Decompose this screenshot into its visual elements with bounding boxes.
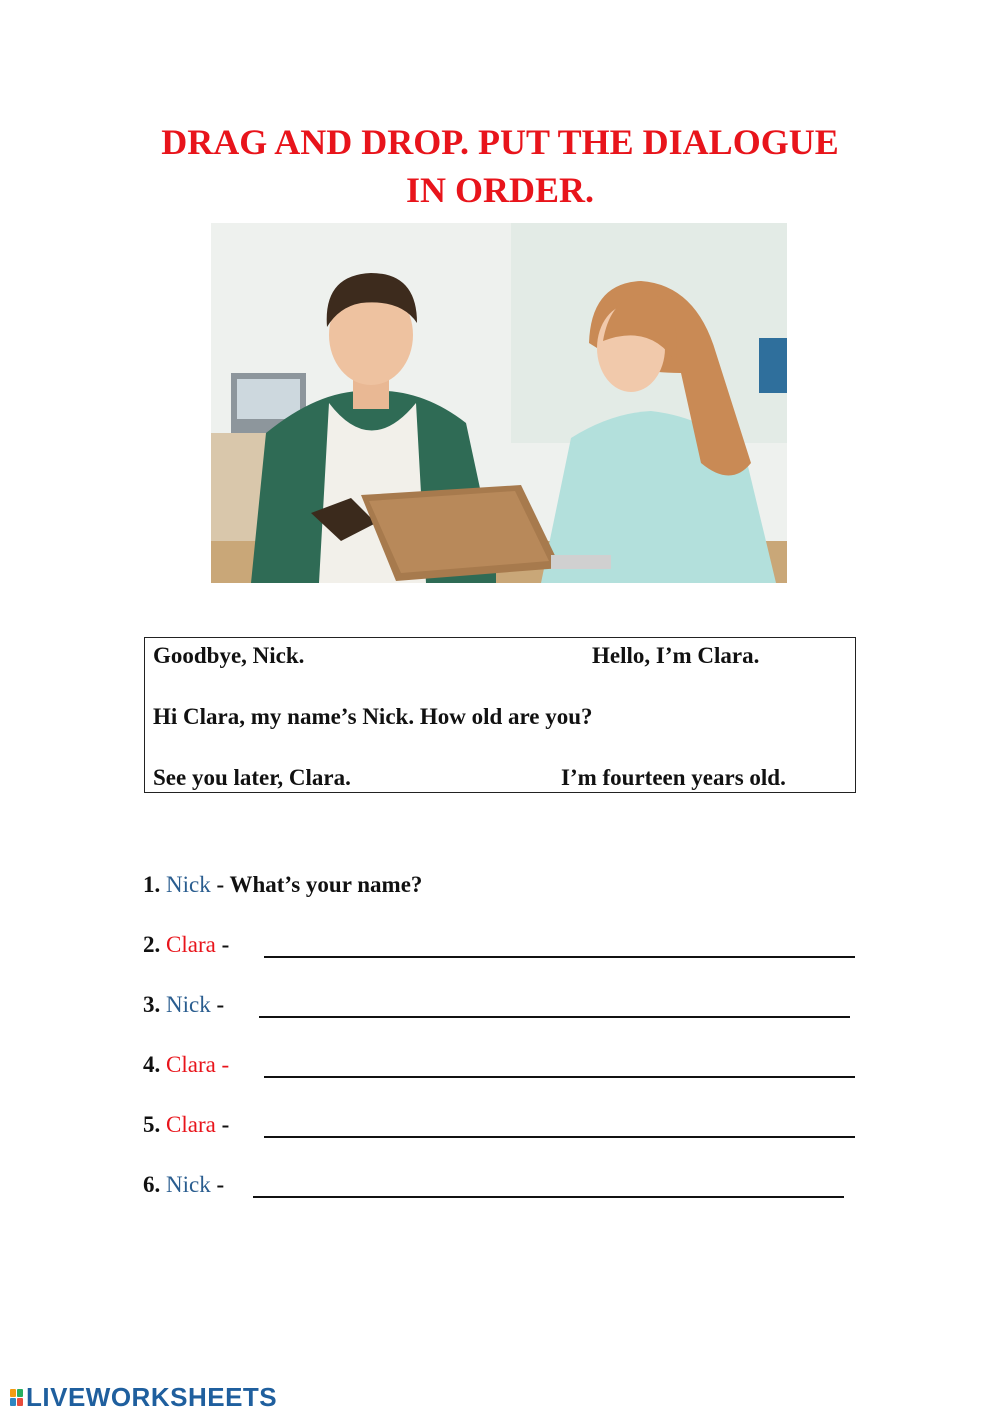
dialogue-line-1 <box>143 870 422 900</box>
title-line-2: IN ORDER. <box>405 170 594 210</box>
speaker-clara: Clara - <box>166 1052 230 1077</box>
line-number: 6. <box>143 1172 161 1197</box>
speaker-nick: Nick <box>166 1172 211 1197</box>
line-number: 3. <box>143 992 161 1017</box>
dialogue-line-6 <box>143 1170 224 1200</box>
speaker-clara: Clara <box>166 932 216 957</box>
line-text: What’s your name? <box>229 872 423 897</box>
draggable-option[interactable]: See you later, Clara. <box>153 765 351 790</box>
line-number: 2. <box>143 932 161 957</box>
speaker-separator: - <box>210 992 225 1017</box>
speaker-nick: Nick <box>166 992 211 1017</box>
draggable-option[interactable]: Hi Clara, my name’s Nick. How old are you? <box>153 704 593 729</box>
dialogue-line-5 <box>143 1110 229 1140</box>
speaker-separator: - <box>210 872 230 897</box>
dialogue-line-2 <box>143 930 229 960</box>
dialogue-line-3 <box>143 990 224 1020</box>
speaker-separator: - <box>215 932 230 957</box>
answer-drop-zone-6[interactable] <box>253 1196 844 1198</box>
speaker-clara: Clara <box>166 1112 216 1137</box>
word-bank-box <box>144 637 856 793</box>
draggable-option[interactable]: Hello, I’m Clara. <box>592 643 760 668</box>
speaker-separator: - <box>210 1172 225 1197</box>
line-number: 5. <box>143 1112 161 1137</box>
dialogue-line-4 <box>143 1050 229 1080</box>
draggable-option[interactable]: Goodbye, Nick. <box>153 643 305 668</box>
speaker-nick: Nick <box>166 872 211 897</box>
logo-blocks-icon <box>10 1389 23 1406</box>
speaker-separator: - <box>215 1112 230 1137</box>
draggable-option[interactable]: I’m fourteen years old. <box>561 765 786 790</box>
answer-drop-zone-4[interactable] <box>264 1076 855 1078</box>
brand-name: LIVEWORKSHEETS <box>26 1381 278 1412</box>
answer-drop-zone-5[interactable] <box>264 1136 855 1138</box>
students-illustration <box>211 223 787 583</box>
liveworksheets-logo <box>10 1382 277 1412</box>
line-number: 4. <box>143 1052 161 1077</box>
answer-drop-zone-3[interactable] <box>259 1016 850 1018</box>
title-line-1: DRAG AND DROP. PUT THE DIALOGUE <box>161 122 839 162</box>
students-photo <box>211 223 787 583</box>
answer-drop-zone-2[interactable] <box>264 956 855 958</box>
worksheet-title <box>100 118 900 214</box>
line-number: 1. <box>143 872 161 897</box>
